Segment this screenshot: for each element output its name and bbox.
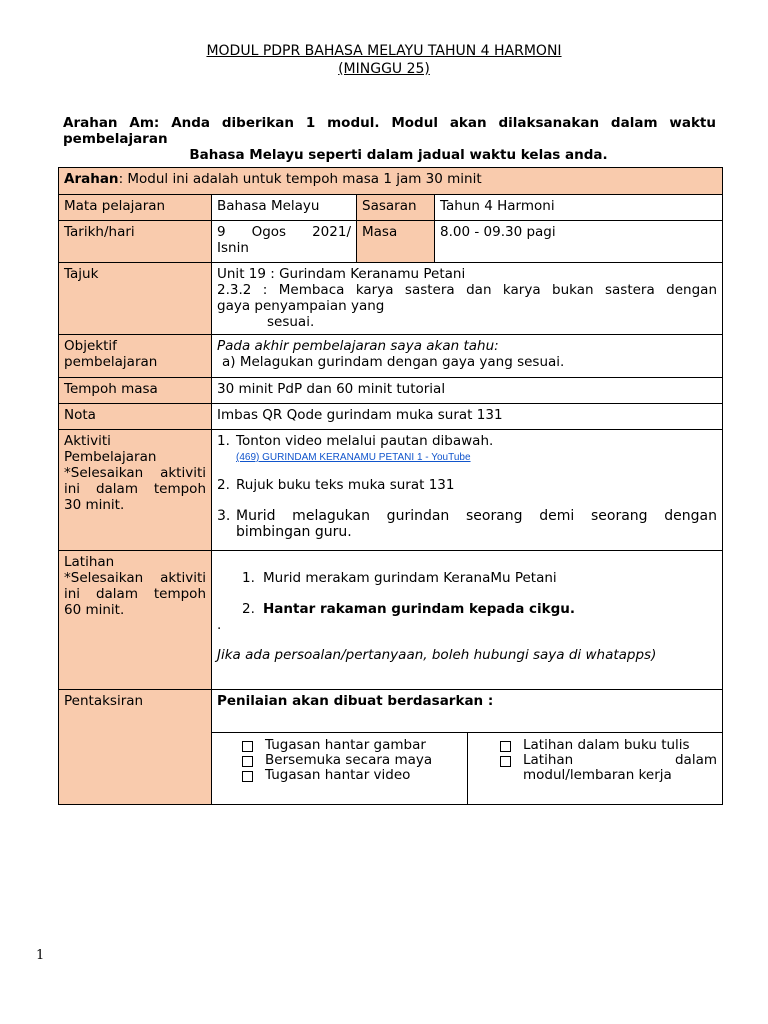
page-number: 1 [36,948,45,963]
page-title: MODUL PDPR BAHASA MELAYU TAHUN 4 HARMONI [206,43,562,59]
pentaksiran-label: Pentaksiran [59,689,211,804]
checkbox-icon[interactable] [242,756,253,767]
tempoh-label: Tempoh masa [59,377,211,403]
nota-label: Nota [59,403,211,429]
tarikh-value [211,220,356,262]
latihan-item-2: 2. Hantar rakaman gurindam kepada cikgu. [242,601,576,617]
tajuk-standard: 2.3.2 : Membaca karya sastera dan karya bukan sastera dengan [217,282,717,298]
page-subtitle: (MINGGU 25) [338,61,430,77]
option-tugasan-video: Tugasan hantar video [217,768,462,783]
tarikh-day: Isnin [217,240,249,256]
objektif-label-1: Objektif [64,338,117,354]
latihan-item-1: 1. Murid merakam gurindam KeranaMu Petani [242,570,557,586]
option-modul: Latihan dalam modul/lembaran kerja [473,753,717,783]
arahan-text: : Modul ini adalah untuk tempoh masa 1 jam 30 minit [118,171,482,187]
latihan-label-3: ini dalam tempoh [64,586,206,602]
youtube-link[interactable]: (469) GURINDAM KERANAMU PETANI 1 - YouTube [236,452,471,463]
aktiviti-item-3: 3. Murid melagukan gurindan seorang demi seorang dengan bimbingan guru. [217,508,717,540]
latihan-label-4: 60 minit. [64,602,125,618]
aktiviti-label-4: ini dalam tempoh [64,481,206,497]
module-table [58,167,723,805]
objektif-label [59,334,211,377]
checkbox-icon[interactable] [242,771,253,782]
tajuk-label: Tajuk [59,262,211,334]
objektif-label-2: pembelajaran [64,354,158,370]
aktiviti-label-1: Aktiviti [64,433,111,449]
arahan-label: Arahan [64,171,119,187]
mata-pelajaran-label: Mata pelajaran [59,194,211,220]
latihan-label-2: *Selesaikan aktiviti [64,570,206,586]
option-buku-tulis: Latihan dalam buku tulis [473,738,717,753]
aktiviti-item-2: 2. Rujuk buku teks muka surat 131 [217,477,455,493]
aktiviti-label-3: *Selesaikan aktiviti [64,465,206,481]
pentaksiran-heading: Penilaian akan dibuat berdasarkan : [211,689,722,732]
tajuk-standard-end: sesuai. [267,314,315,330]
aktiviti-label-5: 30 minit. [64,497,125,513]
objektif-value [211,334,722,377]
latihan-label-1: Latihan [64,554,115,570]
checkbox-icon[interactable] [500,756,511,767]
pentaksiran-right-options [467,732,722,804]
latihan-label [59,550,211,689]
mata-pelajaran-value: Bahasa Melayu [211,194,356,220]
masa-label: Masa [356,220,434,262]
pentaksiran-left-options [211,732,467,804]
objektif-intro: Pada akhir pembelajaran saya akan tahu: [217,338,499,354]
general-instructions [63,115,716,163]
option-tugasan-gambar: Tugasan hantar gambar [217,738,462,753]
aktiviti-value [211,429,722,550]
tarikh-date: 9 Ogos 2021/ [217,224,351,240]
arahan-row [59,168,722,194]
sasaran-value: Tahun 4 Harmoni [434,194,722,220]
latihan-value [211,550,722,689]
aktiviti-label-2: Pembelajaran [64,449,157,465]
checkbox-icon[interactable] [242,741,253,752]
aktiviti-item-1: 1. Tonton video melalui pautan dibawah. [217,433,494,449]
masa-value: 8.00 - 09.30 pagi [434,220,722,262]
checkbox-icon[interactable] [500,741,511,752]
instructions-line-3: Bahasa Melayu seperti dalam jadual waktu kelas anda. [189,147,608,163]
sasaran-label: Sasaran [356,194,434,220]
latihan-dot: . [217,617,222,633]
tarikh-label: Tarikh/hari [59,220,211,262]
tajuk-value [211,262,722,334]
option-bersemuka: Bersemuka secara maya [217,753,462,768]
tajuk-standard-cont: gaya penyampaian yang [217,298,385,314]
instructions-line-1: Arahan Am: Anda diberikan 1 modul. Modul akan dilaksanakan dalam waktu [63,115,716,131]
tajuk-unit: Unit 19 : Gurindam Keranamu Petani [217,266,466,282]
aktiviti-label [59,429,211,550]
tempoh-value: 30 minit PdP dan 60 minit tutorial [211,377,722,403]
nota-value: Imbas QR Qode gurindam muka surat 131 [211,403,722,429]
instructions-line-2: pembelajaran [63,131,168,147]
latihan-note: Jika ada persoalan/pertanyaan, boleh hubungi saya di whatapps) [217,647,657,663]
objektif-item: a) Melagukan gurindam dengan gaya yang sesuai. [222,354,565,370]
